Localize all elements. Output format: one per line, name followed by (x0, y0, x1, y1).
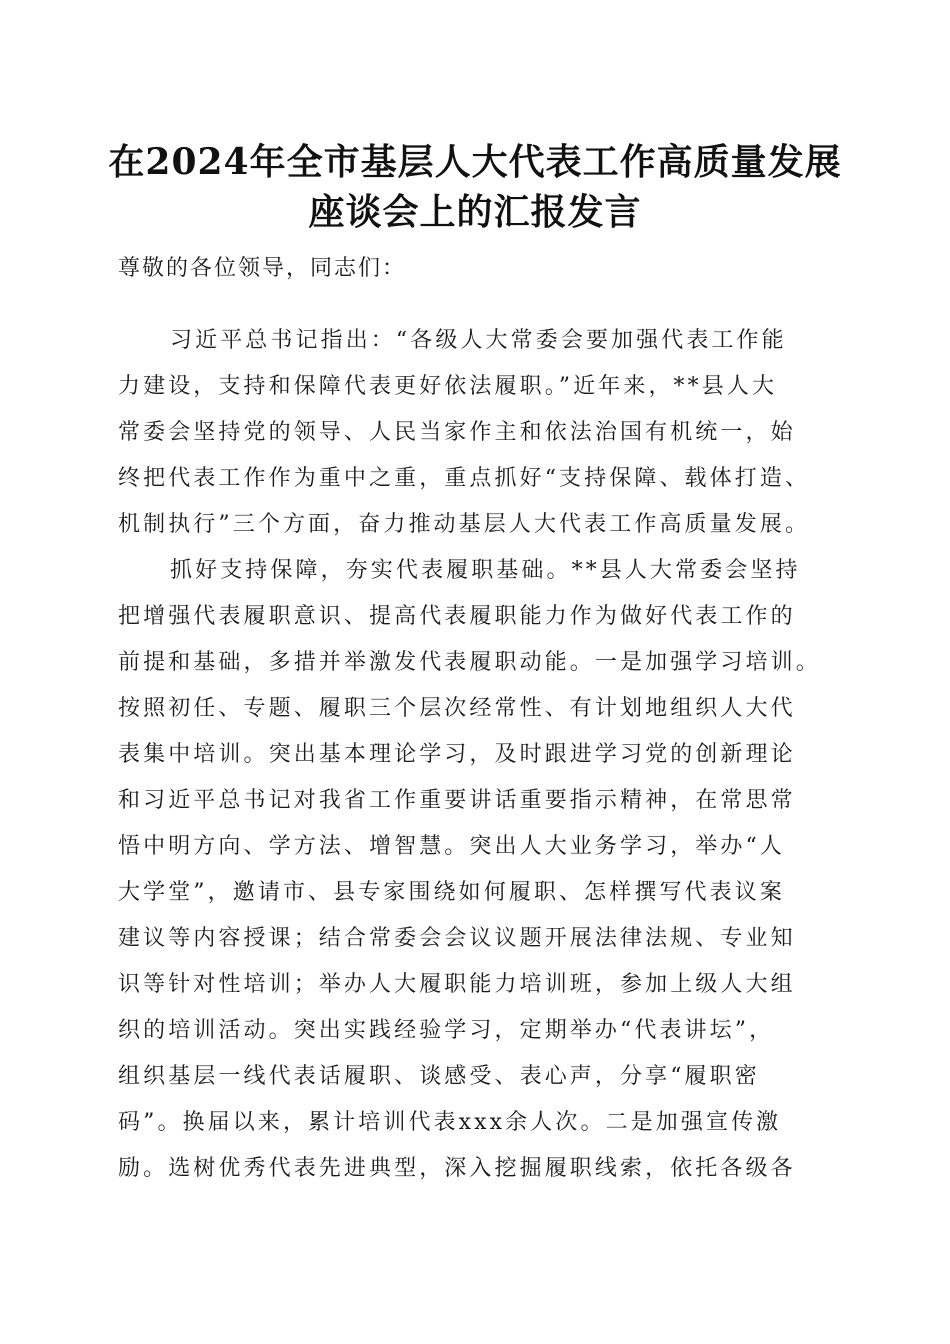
body-line: 抓好支持保障，夯实代表履职基础。**县人大常委会坚持 (170, 558, 801, 583)
body-line: 终把代表工作作为重中之重，重点抓好“支持保障、载体打造、 (118, 466, 811, 491)
body-line: 织的培训活动。突出实践经验学习，定期举办“代表讲坛”， (118, 1018, 775, 1043)
body-line: 把增强代表履职意识、提高代表履职能力作为做好代表工作的 (118, 604, 796, 629)
body-line: 机制执行”三个方面，奋力推动基层人大代表工作高质量发展。 (118, 512, 811, 537)
body-line: 力建设，支持和保障代表更好依法履职。”近年来，**县人大 (118, 374, 778, 399)
body-line: 习近平总书记指出：“各级人大常委会要加强代表工作能 (170, 328, 787, 353)
body-line: 按照初任、专题、履职三个层次经常性、有计划地组织人大代 (118, 696, 796, 721)
salutation: 尊敬的各位领导，同志们： (118, 256, 407, 281)
body-line: 和习近平总书记对我省工作重要讲话重要指示精神，在常思常 (118, 788, 796, 813)
body-line: 大学堂”，邀请市、县专家围绕如何履职、怎样撰写代表议案 (118, 880, 785, 905)
body-line: 识等针对性培训；举办人大履职能力培训班，参加上级人大组 (118, 972, 796, 997)
body-line: 常委会坚持党的领导、人民当家作主和依法治国有机统一，始 (118, 420, 796, 445)
body-line: 悟中明方向、学方法、增智慧。突出人大业务学习，举办“人 (118, 834, 785, 859)
body-line: 码”。换届以来，累计培训代表xxx余人次。二是加强宣传激 (118, 1110, 782, 1135)
body-line: 建议等内容授课；结合常委会会议议题开展法律法规、专业知 (118, 926, 796, 951)
body-line: 组织基层一线代表话履职、谈感受、表心声，分享“履职密 (118, 1064, 760, 1089)
body-line: 励。选树优秀代表先进典型，深入挖掘履职线索，依托各级各 (118, 1156, 796, 1181)
document-title-line-1: 在2024年全市基层人大代表工作高质量发展 (108, 141, 842, 183)
body-line: 表集中培训。突出基本理论学习，及时跟进学习党的创新理论 (118, 742, 796, 767)
document-title-line-2: 座谈会上的汇报发言 (308, 191, 642, 233)
body-line: 前提和基础，多措并举激发代表履职动能。一是加强学习培训。 (118, 650, 821, 675)
